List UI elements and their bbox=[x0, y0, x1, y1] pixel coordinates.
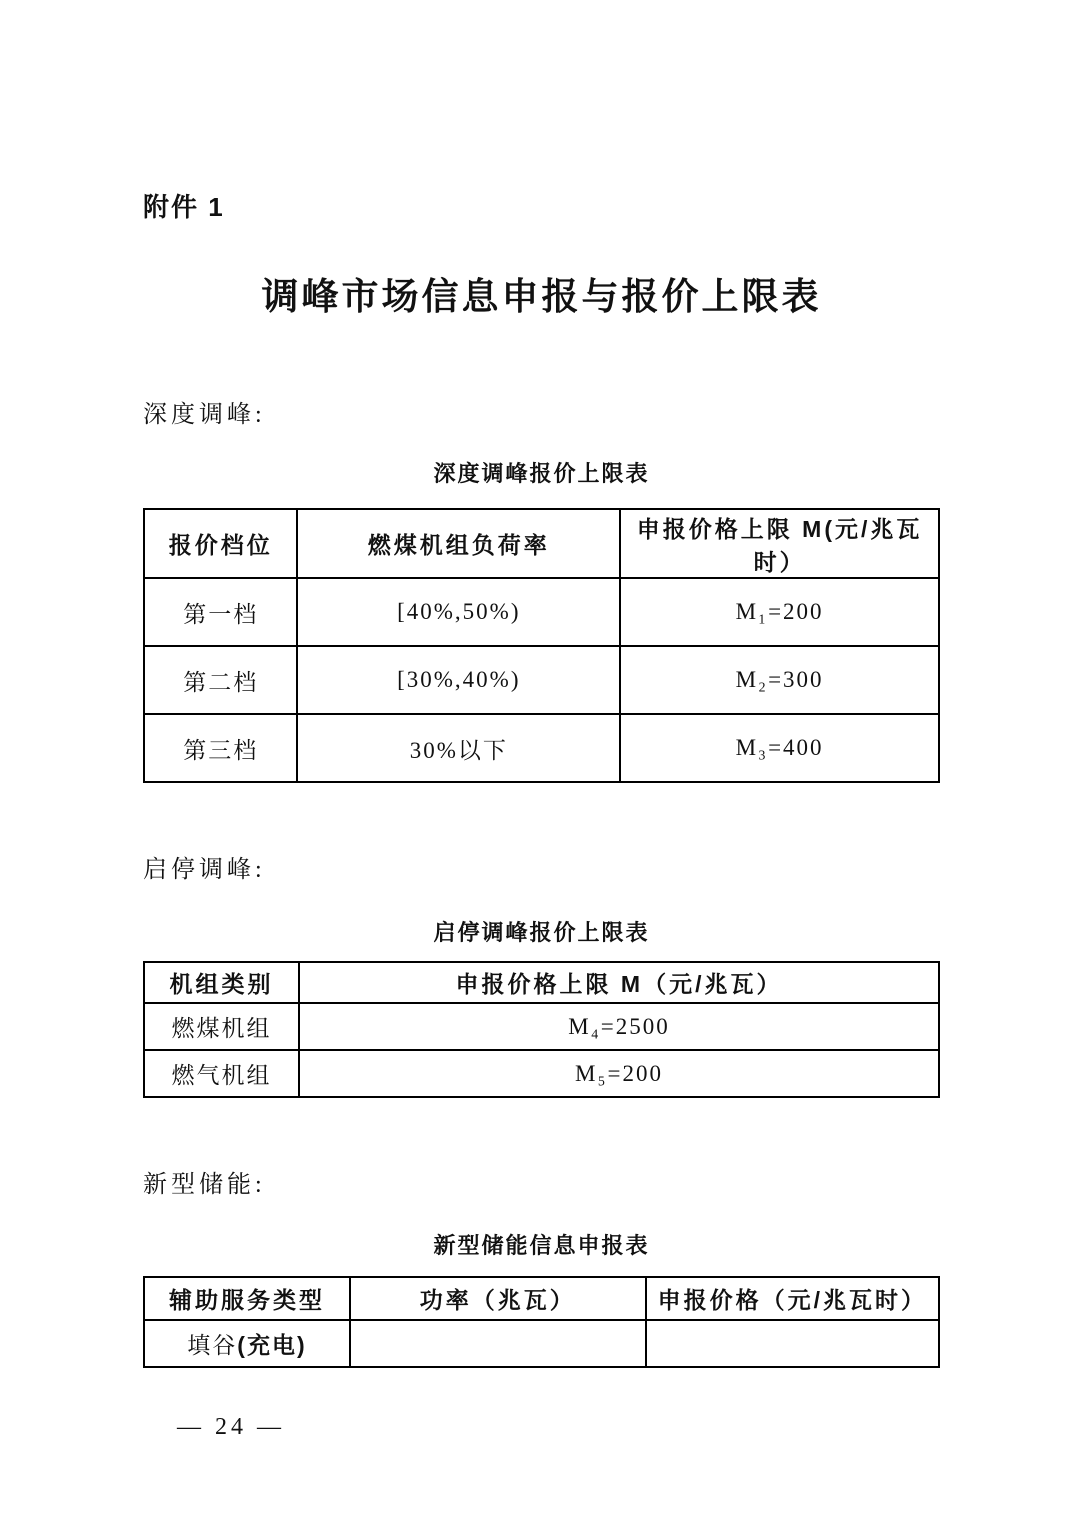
table-row bbox=[144, 1050, 939, 1097]
cell-tier: 第一档 bbox=[144, 578, 297, 646]
cell-load-range: [40%,50%) bbox=[297, 578, 620, 646]
attachment-label: 附件 1 bbox=[143, 192, 225, 222]
cell-load-range: [30%,40%) bbox=[297, 646, 620, 714]
table-caption-start-stop-peak: 启停调峰报价上限表 bbox=[433, 920, 650, 945]
table-row bbox=[144, 646, 939, 714]
table-row bbox=[144, 1320, 939, 1367]
new-storage-table bbox=[143, 1276, 940, 1368]
table-header-row bbox=[144, 1277, 939, 1320]
header-cell-service-type: 辅助服务类型 bbox=[144, 1277, 350, 1320]
cell-tier: 第三档 bbox=[144, 714, 297, 782]
cell-price-empty bbox=[646, 1320, 939, 1367]
header-cell-price-cap: 申报价格上限 M(元/兆瓦时） bbox=[620, 509, 939, 578]
table-caption-new-storage: 新型储能信息申报表 bbox=[433, 1233, 650, 1258]
table-row bbox=[144, 714, 939, 782]
cell-load-range: 30%以下 bbox=[297, 714, 620, 782]
table-caption-deep-peak: 深度调峰报价上限表 bbox=[433, 461, 650, 486]
page-number: — 24 — bbox=[177, 1414, 285, 1440]
cell-unit-type: 燃煤机组 bbox=[144, 1003, 299, 1050]
table-row bbox=[144, 578, 939, 646]
cell-price-cap: M₃=400 bbox=[620, 714, 939, 782]
cell-price-cap: M₄=2500 bbox=[299, 1003, 939, 1050]
cell-power-empty bbox=[350, 1320, 646, 1367]
header-cell-price-cap: 申报价格上限 M（元/兆瓦） bbox=[299, 962, 939, 1003]
service-type-text: 填谷 bbox=[187, 1333, 238, 1358]
document-title: 调峰市场信息申报与报价上限表 bbox=[261, 276, 822, 317]
cell-tier: 第二档 bbox=[144, 646, 297, 714]
table-header-row bbox=[144, 962, 939, 1003]
section-label-deep-peak: 深度调峰: bbox=[143, 402, 266, 428]
table-row bbox=[144, 1003, 939, 1050]
header-cell-declared-price: 申报价格（元/兆瓦时） bbox=[646, 1277, 939, 1320]
section-label-new-storage: 新型储能: bbox=[143, 1172, 266, 1198]
start-stop-peak-table bbox=[143, 961, 940, 1098]
table-header-row bbox=[144, 509, 939, 578]
header-cell-load-rate: 燃煤机组负荷率 bbox=[297, 509, 620, 578]
header-cell-power: 功率（兆瓦） bbox=[350, 1277, 646, 1320]
service-type-text-bold: (充电) bbox=[237, 1332, 307, 1358]
section-label-start-stop-peak: 启停调峰: bbox=[143, 857, 266, 883]
header-cell-unit-type: 机组类别 bbox=[144, 962, 299, 1003]
header-cell-price-tier: 报价档位 bbox=[144, 509, 297, 578]
cell-price-cap: M₅=200 bbox=[299, 1050, 939, 1097]
deep-peak-table bbox=[143, 508, 940, 783]
cell-service-type bbox=[144, 1320, 350, 1367]
cell-price-cap: M₂=300 bbox=[620, 646, 939, 714]
cell-price-cap: M₁=200 bbox=[620, 578, 939, 646]
cell-unit-type: 燃气机组 bbox=[144, 1050, 299, 1097]
